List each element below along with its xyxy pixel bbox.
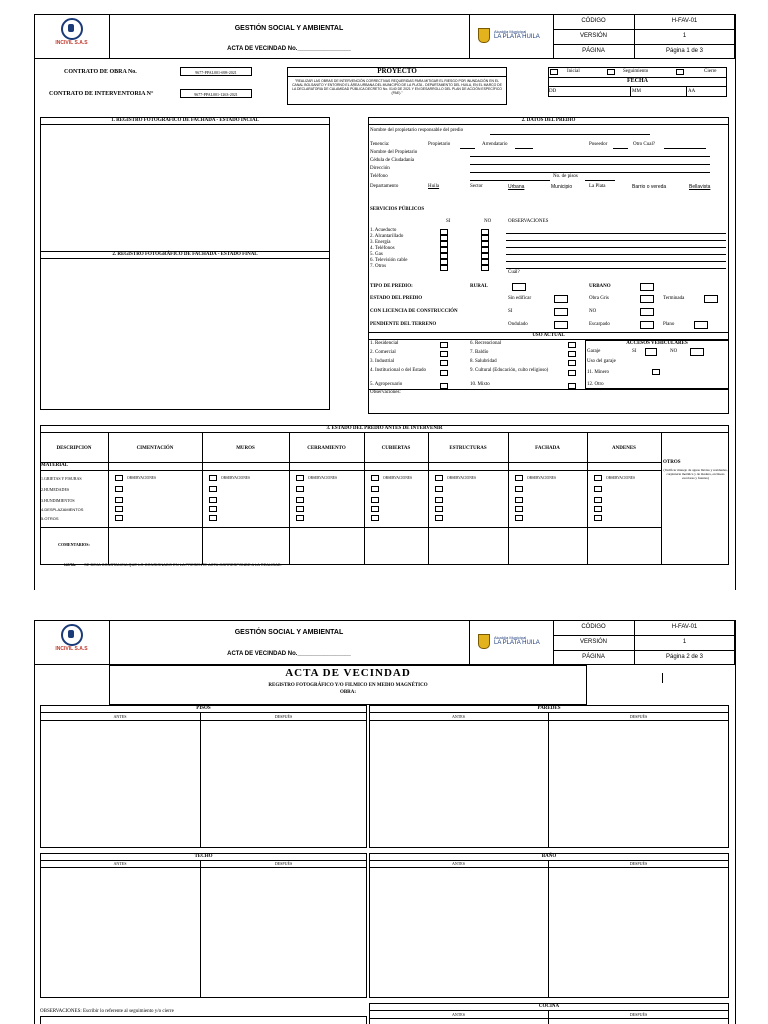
andenes-desplazamientos-checkbox[interactable] (594, 506, 602, 512)
contrato-obra-value[interactable]: 9677-PPAL001-698-2021 (180, 67, 252, 76)
col-estructuras: ESTRUCTURAS (449, 446, 487, 451)
cocina-antes-label: ANTES (452, 1012, 465, 1017)
andenes-otros-checkbox[interactable] (594, 515, 602, 521)
telefono-label: Teléfono (370, 174, 388, 179)
page2-pagina-label: PÁGINA (582, 654, 605, 660)
accesos-title: ACCESOS VEHICULARES (626, 341, 688, 346)
plano-label: Plano (663, 322, 675, 327)
uso-garaje-label: Uso del garaje (587, 359, 616, 364)
page2-pagina-value: Página 2 de 3 (665, 654, 704, 660)
tenencia-label: Tenencia: (370, 142, 390, 147)
uso-baldio-checkbox[interactable] (568, 351, 576, 357)
bano-antes-photo[interactable] (370, 868, 547, 997)
cerramiento-grietas-checkbox[interactable] (296, 475, 304, 481)
servicio-energia: 3. Energía (370, 240, 391, 245)
photo-fachada-final[interactable] (40, 251, 330, 410)
col-andenes: ANDENES (612, 446, 636, 451)
cerramiento-otros-checkbox[interactable] (296, 515, 304, 521)
estructuras-hundimientos-checkbox[interactable] (435, 497, 443, 503)
servicios-obs-line-1[interactable] (506, 233, 726, 234)
registro-fotografico-subtitle: REGISTRO FOTOGRÁFICO Y/O FILMICO EN MEDIO MAGNÉTICO (268, 683, 428, 688)
uso-minero: 11. Minero (587, 370, 610, 375)
terminada-checkbox[interactable] (704, 295, 718, 303)
servicio-telefonos: 4. Teléfonos (370, 246, 395, 251)
licencia-no-checkbox[interactable] (640, 308, 654, 316)
cimentacion-desplazamientos-checkbox[interactable] (115, 506, 123, 512)
departamento-label: Departamento (370, 184, 399, 189)
servicios-observaciones-header: OBSERVACIONES (508, 219, 549, 224)
uso-residencial-checkbox[interactable] (440, 342, 448, 348)
uso-recreacional-checkbox[interactable] (568, 342, 576, 348)
cerramiento-observaciones-label: OBSERVACIONES (308, 476, 337, 480)
propietario-responsable-label: Nombre del propietario responsable del predio (370, 128, 464, 133)
garaje-no-checkbox[interactable] (690, 348, 704, 356)
page2-municipality-name: LA PLATA HUILA (494, 640, 540, 647)
page2-version-value: 1 (682, 639, 687, 645)
fecha-aa[interactable]: AA (688, 89, 696, 94)
fachada-otros-checkbox[interactable] (515, 515, 523, 521)
pisos-despues-photo[interactable] (201, 721, 366, 847)
techo-antes-label: ANTES (113, 861, 127, 866)
propietario-responsable-field[interactable] (490, 134, 650, 135)
garaje-label: Garaje (587, 349, 601, 354)
sin-edificar-checkbox[interactable] (554, 295, 568, 303)
cubiertas-desplazamientos-checkbox[interactable] (371, 506, 379, 512)
servicio-alcantarillado: 2. Alcantarillado (370, 234, 404, 239)
col-cubiertas: CUBIERTAS (381, 446, 411, 451)
servicio-otros: 7. Otros (370, 264, 387, 269)
uso-institucional: 4. Institucional o del Estado (370, 368, 426, 373)
pisos-title: PISOS (196, 706, 211, 711)
plano-checkbox[interactable] (694, 321, 708, 329)
garaje-si-label: SI (632, 349, 637, 354)
direccion-label: Dirección (370, 166, 390, 171)
otros-si-checkbox[interactable] (440, 265, 448, 271)
cerramiento-hundimientos-checkbox[interactable] (296, 497, 304, 503)
contrato-interventoria-value[interactable]: 9677-PPAL001-1263-2021 (180, 89, 252, 98)
page-right-border (735, 14, 736, 590)
estructuras-otros-checkbox[interactable] (435, 515, 443, 521)
servicios-obs-line-5[interactable] (506, 261, 726, 262)
fachada-hundimientos-checkbox[interactable] (515, 497, 523, 503)
muros-desplazamientos-checkbox[interactable] (209, 506, 217, 512)
licencia-si-checkbox[interactable] (554, 308, 568, 316)
licencia-label: CON LICENCIA DE CONSTRUCCIÓN (370, 309, 458, 314)
cubiertas-hundimientos-checkbox[interactable] (371, 497, 379, 503)
uso-cultural: 9. Cultural (Educación, culto religioso) (470, 368, 549, 373)
uso-institucional-checkbox[interactable] (440, 370, 448, 376)
estructuras-humedades-checkbox[interactable] (435, 486, 443, 492)
contrato-obra-label: CONTRATO DE OBRA No. (64, 69, 137, 75)
otros-note: (Verificar manejo de aguas lluvias y residuales, carpintería metálica y de madera, en líneas escolares y fuentes) (663, 468, 728, 480)
licencia-no-label: NO (589, 309, 597, 314)
cocina-despues-label: DESPUÉS (629, 1012, 648, 1017)
cubiertas-observaciones-label: OBSERVACIONES (383, 476, 412, 480)
seguimiento-label: Seguimiento (623, 69, 649, 74)
uso-agropecuario: 5. Agropecuario (370, 382, 403, 387)
uso-industrial: 3. Industrial (370, 359, 395, 364)
terminada-label: Terminada (663, 296, 685, 301)
otros-no-checkbox[interactable] (481, 265, 489, 271)
uso-salubridad-checkbox[interactable] (568, 360, 576, 366)
direccion-field[interactable] (470, 172, 710, 173)
municipio-value[interactable]: La Plata (589, 184, 606, 189)
uso-otro: 12. Otro (587, 382, 604, 387)
cubiertas-grietas-checkbox[interactable] (371, 475, 379, 481)
cimentacion-observaciones-label: OBSERVACIONES (127, 476, 156, 480)
cimentacion-humedades-checkbox[interactable] (115, 486, 123, 492)
barrio-value[interactable]: Bellavista (689, 184, 711, 190)
page2-header-title: GESTIÓN SOCIAL Y AMBIENTAL (234, 629, 344, 636)
cimentacion-otros-checkbox[interactable] (115, 515, 123, 521)
servicios-obs-line-4[interactable] (506, 254, 726, 255)
servicio-tv-cable: 6. Televisión cable (370, 258, 408, 263)
section2-title: 2. REGISTRO FOTOGRÁFICO DE FACHADA - ESTADO FINAL (112, 252, 258, 257)
ondulado-label: Ondulado (508, 322, 528, 327)
page-left-border (34, 14, 35, 590)
bano-title: BAÑO (541, 854, 557, 859)
paredes-despues-label: DESPUÉS (629, 714, 648, 719)
paredes-title: PAREDES (537, 706, 561, 711)
page2-observaciones-field[interactable] (40, 1016, 367, 1024)
page2-version-label: VERSIÓN (579, 639, 607, 645)
andenes-grietas-checkbox[interactable] (594, 475, 602, 481)
inicial-checkbox[interactable] (550, 69, 558, 75)
acta-vecindad-title: ACTA DE VECINDAD (285, 667, 411, 679)
sin-edificar-label: Sin edificar (508, 296, 532, 301)
page2-company-logo (34, 624, 109, 652)
fachada-desplazamientos-checkbox[interactable] (515, 506, 523, 512)
project-description: "REALIZAR LAS OBRAS DE INTERVENCIÓN CORRECTIVAS REQUERIDAS PARA MITIGAR EL RIESGO POR INUNDACIÓN EN EL CANAL BOLSANITO Y ENTORNO EL ÁREA URBANA DEL MUNICIPIO DE LA PLATA - DEPARTAMENTO DEL HUILA, EN EL MARCO DE LA DECLARATORIA DE CALAMIDAD PÚBLICA DECRETO No. 0140 DE 2021 Y EN DESARROLLO DEL PLAN DE ACCIÓN ESPECÍFICO (PAE)." (292, 79, 502, 95)
estado-predio-title: 3. ESTADO DEL PREDIO ANTES DE INTERVENIR (326, 426, 443, 431)
no-pisos-field[interactable] (585, 180, 615, 181)
bano-antes-label: ANTES (452, 861, 465, 866)
servicios-obs-line-2[interactable] (506, 240, 726, 241)
comentarios-label: COMENTARIOS: (58, 542, 90, 547)
section1-title: 1. REGISTRO FOTOGRAFICO DE FACHADA - ESTADO INCIAL (111, 118, 259, 123)
material-label: MATERIAL (41, 463, 69, 468)
project-label: PROYECTO (377, 67, 417, 75)
codigo-value: H-FAV-01 (671, 18, 698, 24)
servicios-si-header: SI (446, 219, 451, 224)
pagina-label: PÁGINA (582, 48, 605, 54)
cerramiento-desplazamientos-checkbox[interactable] (296, 506, 304, 512)
page2-municipality-crest-icon (478, 634, 490, 649)
page2-municipality-logo: Alcaldía Municipal LA PLATA HUILA (478, 632, 540, 650)
col-muros: MUROS (236, 446, 255, 451)
andenes-observaciones-label: OBSERVACIONES (606, 476, 635, 480)
nota-text: SE DEJA CONSTANCIA QUE LO CONSIGNADO EN LA PRESENTE ACTA CORRESPONDE A LA REALIDAD. (84, 562, 282, 567)
cimentacion-hundimientos-checkbox[interactable] (115, 497, 123, 503)
cierre-checkbox[interactable] (676, 69, 684, 75)
pisos-antes-label: ANTES (113, 714, 127, 719)
fachada-observaciones-label: OBSERVACIONES (527, 476, 556, 480)
company-name: INCIVIL S.A.S (55, 40, 88, 46)
page2-left-border (34, 620, 35, 1024)
company-logo-icon (61, 18, 83, 40)
uso-residencial: 1. Residencial (370, 341, 399, 346)
page2-company-name: INCIVIL S.A.S (55, 646, 88, 652)
page2-observaciones-label: OBSERVACIONES: Escribir lo referente al seguimiento y/o cierre (40, 1009, 174, 1014)
uso-cultural-checkbox[interactable] (568, 370, 576, 376)
barrio-label: Barrio o vereda (632, 184, 667, 190)
ondulado-checkbox[interactable] (554, 321, 568, 329)
photo-fachada-inicial[interactable] (40, 117, 330, 252)
rural-label: RURAL (470, 284, 488, 289)
obra-gris-checkbox[interactable] (640, 295, 654, 303)
nota-label: NOTA: (64, 562, 77, 567)
techo-title: TECHO (194, 854, 213, 859)
no-pisos-label: No. de pisos (553, 174, 578, 179)
version-value: 1 (682, 33, 687, 39)
page2-codigo-label: CÓDIGO (581, 624, 606, 630)
uso-comercial: 2. Comercial (370, 350, 396, 355)
col-otros (663, 450, 728, 480)
row-otros: 5.OTROS (41, 516, 59, 521)
uso-salubridad: 8. Salubridad (470, 359, 497, 364)
pagina-value: Página 1 de 3 (665, 48, 704, 54)
fachada-humedades-checkbox[interactable] (515, 486, 523, 492)
tenencia-propietario[interactable]: Propietario (428, 142, 451, 147)
inicial-label: Inicial (567, 69, 580, 74)
licencia-si-label: SI (508, 309, 513, 314)
servicio-gas: 5. Gas (370, 252, 383, 257)
servicio-acueducto: 1. Acueducto (370, 228, 397, 233)
paredes-antes-label: ANTES (452, 714, 465, 719)
row-desplazamientos: 4.DESPLAZAMIENTOS (41, 507, 84, 512)
muros-observaciones-label: OBSERVACIONES (221, 476, 250, 480)
fecha-label: FECHA (627, 78, 648, 84)
uso-industrial-checkbox[interactable] (440, 360, 448, 366)
techo-despues-photo[interactable] (201, 868, 366, 997)
header-title: GESTIÓN SOCIAL Y AMBIENTAL (234, 25, 344, 32)
sector-value[interactable]: Urbana (508, 184, 525, 190)
nombre-propietario-field[interactable] (470, 156, 710, 157)
col-fachada: FACHADA (535, 446, 560, 451)
col-cimentacion: CIMENTACIÓN (136, 446, 174, 451)
cerramiento-humedades-checkbox[interactable] (296, 486, 304, 492)
paredes-antes-photo[interactable] (370, 721, 547, 847)
urbano-label: URBANO (589, 284, 611, 289)
row-grietas: 1.GRIETAS Y FISURAS (41, 476, 82, 481)
departamento-value[interactable]: Huila (428, 184, 440, 189)
muros-humedades-checkbox[interactable] (209, 486, 217, 492)
escarpado-checkbox[interactable] (640, 321, 654, 329)
escarpado-label: Escarpado (589, 322, 610, 327)
otros-title: OTROS (663, 460, 681, 465)
pisos-despues-label: DESPUÉS (274, 714, 293, 719)
cedula-label: Cédula de Ciudadanía (370, 158, 415, 163)
techo-despues-label: DESPUÉS (274, 861, 293, 866)
tenencia-arrendatario[interactable]: Arrendatario (482, 142, 508, 147)
servicios-no-header: NO (484, 219, 492, 224)
uso-mixto: 10. Mixto (470, 382, 490, 387)
servicios-obs-line-6[interactable] (506, 268, 726, 269)
estructuras-grietas-checkbox[interactable] (435, 475, 443, 481)
bano-despues-photo[interactable] (549, 868, 728, 997)
page-2 (0, 610, 768, 1024)
uso-observaciones-label: Observaciones: (370, 390, 401, 395)
contrato-interventoria-label: CONTRATO DE INTERVENTORIA N° (49, 91, 154, 97)
uso-recreacional: 6. Recreacional (470, 341, 502, 346)
fecha-dd[interactable]: DD (549, 89, 557, 94)
urbano-checkbox[interactable] (640, 283, 654, 291)
page2-company-logo-icon (61, 624, 83, 646)
nombre-propietario-label: Nombre del Propietario (370, 150, 418, 155)
andenes-hundimientos-checkbox[interactable] (594, 497, 602, 503)
garaje-si-checkbox[interactable] (645, 348, 657, 356)
servicios-title: SERVICIOS PÚBLICOS (370, 207, 425, 212)
tenencia-poseedor[interactable]: Poseedor (589, 142, 608, 147)
cubiertas-otros-checkbox[interactable] (371, 515, 379, 521)
cierre-label: Cierre (704, 69, 717, 74)
col-descripcion: DESCRIPCION (56, 446, 92, 451)
cimentacion-grietas-checkbox[interactable] (115, 475, 123, 481)
page2-codigo-value: H-FAV-01 (671, 624, 698, 630)
municipality-logo: Alcaldía Municipal LA PLATA HUILA (478, 26, 540, 44)
muros-grietas-checkbox[interactable] (209, 475, 217, 481)
uso-comercial-checkbox[interactable] (440, 351, 448, 357)
uso-actual-title: USO ACTUAL (532, 333, 565, 338)
obra-label: OBRA: (339, 690, 357, 695)
cocina-title: COCINA (538, 1004, 560, 1009)
bano-despues-label: DESPUÉS (629, 861, 648, 866)
pisos-antes-photo[interactable] (41, 721, 199, 847)
rural-checkbox[interactable] (512, 283, 526, 291)
muros-otros-checkbox[interactable] (209, 515, 217, 521)
seguimiento-checkbox[interactable] (607, 69, 615, 75)
paredes-despues-photo[interactable] (549, 721, 728, 847)
codigo-label: CÓDIGO (581, 18, 606, 24)
pendiente-label: PENDIENTE DEL TERRENO (370, 322, 437, 327)
municipio-label: Municipio (551, 184, 573, 190)
municipality-name: LA PLATA HUILA (494, 34, 540, 41)
techo-antes-photo[interactable] (41, 868, 199, 997)
page2-acta-number: ACTA DE VECINDAD No.________________ (227, 651, 351, 657)
page2-right-border (735, 620, 736, 1024)
header-acta-number: ACTA DE VECINDAD No.________________ (227, 46, 351, 52)
cedula-field[interactable] (470, 164, 710, 165)
uso-minero-checkbox[interactable] (652, 369, 660, 375)
fachada-grietas-checkbox[interactable] (515, 475, 523, 481)
uso-baldio: 7. Baldío (470, 350, 489, 355)
telefono-field[interactable] (470, 180, 550, 181)
muros-hundimientos-checkbox[interactable] (209, 497, 217, 503)
tenencia-otro[interactable]: Otro Cual? (633, 142, 656, 147)
uso-observaciones-field[interactable] (370, 397, 726, 412)
estructuras-desplazamientos-checkbox[interactable] (435, 506, 443, 512)
cubiertas-humedades-checkbox[interactable] (371, 486, 379, 492)
otros-cual-label: Cuál? (508, 270, 520, 275)
estructuras-observaciones-label: OBSERVACIONES (447, 476, 476, 480)
garaje-no-label: NO (670, 349, 678, 354)
col-cerramiento: CERRAMIENTO (307, 446, 346, 451)
version-label: VERSIÓN (579, 33, 607, 39)
row-humedades: 2.HUMEDADES (41, 487, 70, 492)
company-logo (34, 18, 109, 46)
fecha-mm[interactable]: MM (632, 89, 641, 94)
obra-gris-label: Obra Gris (589, 296, 609, 301)
municipality-crest-icon (478, 28, 490, 43)
servicios-obs-line-3[interactable] (506, 247, 726, 248)
sector-label: Sector (470, 184, 483, 189)
row-hundimientos: 3.HUNDIMIENTOS (41, 498, 75, 503)
estado-predio-label: ESTADO DEL PREDIO (370, 296, 423, 301)
andenes-humedades-checkbox[interactable] (594, 486, 602, 492)
tipo-predio-label: TIPO DE PREDIO: (370, 284, 413, 289)
datos-predio-title: 2. DATOS DEL PREDIO (521, 118, 576, 123)
